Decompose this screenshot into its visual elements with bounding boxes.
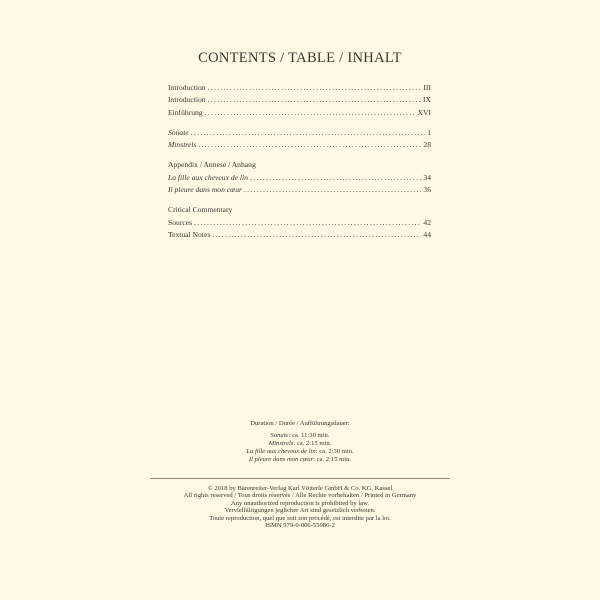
leader-dots bbox=[194, 217, 421, 229]
divider bbox=[150, 478, 450, 479]
copyright-line: Vervielfältigungen jeglicher Art sind gesetzlich verboten. bbox=[224, 507, 376, 515]
leader-dots bbox=[208, 82, 422, 94]
toc-entry[interactable] bbox=[168, 229, 431, 241]
copyright-line: Any unauthorized reproduction is prohibited by law. bbox=[230, 499, 370, 507]
toc-page: 44 bbox=[423, 229, 431, 239]
toc-entry[interactable] bbox=[168, 184, 431, 196]
copyright-block bbox=[0, 485, 600, 529]
toc-entry[interactable] bbox=[168, 94, 431, 106]
copyright-line: Toute reproduction, quel que soit son procédé, est interdite par la loi. bbox=[209, 514, 391, 522]
leader-dots bbox=[198, 139, 421, 151]
isbn-line: ISMN 979-0-006-55986-2 bbox=[265, 522, 335, 530]
toc-label: La fille aux cheveux de lin bbox=[168, 172, 248, 182]
toc-page: 34 bbox=[423, 172, 431, 182]
toc-label: Sonate bbox=[168, 127, 189, 137]
duration-line: Il pleure dans mon cœur: ca. 2:15 min. bbox=[248, 456, 352, 463]
toc-label: Einführung bbox=[168, 107, 203, 117]
duration-heading: Duration / Durée / Aufführungsdauer: bbox=[250, 420, 350, 427]
toc-entry[interactable] bbox=[168, 127, 431, 139]
leader-dots bbox=[208, 94, 421, 106]
duration-block bbox=[0, 420, 600, 464]
duration-line: Sonate: ca. 11:30 min. bbox=[270, 432, 330, 439]
toc-entry[interactable] bbox=[168, 217, 431, 229]
toc-entry[interactable] bbox=[168, 107, 431, 119]
toc-page: 28 bbox=[423, 140, 431, 150]
toc-label: Introduction bbox=[168, 95, 206, 105]
leader-dots bbox=[191, 127, 426, 139]
page-title: CONTENTS / TABLE / INHALT bbox=[198, 50, 402, 66]
leader-dots bbox=[212, 229, 421, 241]
toc-label: Sources bbox=[168, 217, 193, 227]
copyright-line: All rights reserved / Tous droits réservés / Alle Rechte vorbehalten / Printed in Germany bbox=[183, 492, 417, 500]
section-heading: Appendix / Annese / Anhang bbox=[168, 160, 256, 170]
toc-label: Textual Notes bbox=[168, 229, 211, 239]
leader-dots bbox=[250, 172, 421, 184]
leader-dots bbox=[205, 107, 416, 119]
toc-page: XVI bbox=[417, 107, 431, 117]
toc-page: 42 bbox=[423, 217, 431, 227]
toc-entry[interactable] bbox=[168, 172, 431, 184]
toc-label: Minstrels bbox=[168, 140, 197, 150]
toc-page: 1 bbox=[427, 127, 431, 137]
duration-line: La fille aux cheveux de lin: ca. 2:30 min. bbox=[246, 448, 354, 455]
toc-page: 36 bbox=[423, 185, 431, 195]
toc-entry[interactable] bbox=[168, 82, 431, 94]
toc-label: Introduction bbox=[168, 83, 206, 92]
copyright-line: © 2018 by Bärenreiter-Verlag Karl Vötterle GmbH & Co. KG, Kassel bbox=[207, 485, 393, 492]
toc-page: III bbox=[423, 83, 431, 92]
duration-line: Minstrels: ca. 2:15 min. bbox=[268, 440, 332, 447]
toc-label: Il pleure dans mon cœur bbox=[168, 185, 242, 195]
table-of-contents bbox=[168, 82, 431, 241]
section-heading: Critical Commentary bbox=[168, 205, 233, 215]
toc-page: IX bbox=[422, 95, 431, 105]
toc-entry[interactable] bbox=[168, 139, 431, 151]
leader-dots bbox=[244, 184, 421, 196]
